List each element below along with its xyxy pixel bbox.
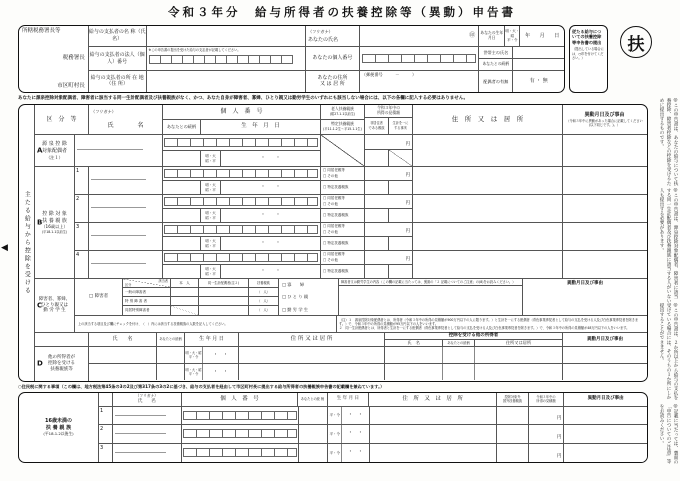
checkbox-elderly-cohabit[interactable]: □ 同居老親等 xyxy=(323,223,345,228)
householder-input[interactable] xyxy=(513,47,564,58)
dependent-nonresident-input[interactable] xyxy=(365,209,389,222)
disability-matrix xyxy=(123,279,279,315)
d-col-birth: 生 年 月 日 xyxy=(185,333,239,346)
u16-relation-input[interactable] xyxy=(299,444,329,462)
spouse-elderly-na xyxy=(321,135,365,166)
row-number: 2 xyxy=(75,195,89,222)
spouse-nonresident-input[interactable] xyxy=(365,150,389,166)
dependent-birth-input[interactable]: ・ ・ xyxy=(260,240,281,247)
u16-relation-input[interactable] xyxy=(299,407,329,424)
section-c-change-input[interactable] xyxy=(523,288,647,315)
checkbox-specified[interactable]: □ 特定扶養親族 xyxy=(323,213,349,218)
checkbox-single-parent[interactable]: □ ひ と り 親 xyxy=(282,294,309,300)
dependent-mynumber-boxes[interactable] xyxy=(164,253,318,262)
dependent-income-input[interactable]: 円 xyxy=(405,201,410,207)
payer-name-input[interactable] xyxy=(147,26,305,47)
u16-income-input[interactable]: 円 xyxy=(556,434,562,440)
dependent-birth-input[interactable]: ・ ・ xyxy=(260,184,281,191)
col-elderly-dependent: 老人扶養親族 xyxy=(331,106,354,112)
spouse-name-input[interactable] xyxy=(75,135,163,166)
matrix-cell-input[interactable] xyxy=(171,288,199,296)
u16-col-furigana: （フリガナ） xyxy=(135,392,159,398)
main-salary-vertical-label: 主たる給与から控除を受ける xyxy=(23,191,31,295)
dependent-era-selector[interactable]: 明・大 昭・平 xyxy=(201,265,221,278)
u16-income-input[interactable]: 円 xyxy=(556,454,562,460)
margin-note-3: ◎この申告書は、２か所以上から給与の支払を受けている場合には、そのうちの１か所にしか提出することができません。 xyxy=(659,303,678,401)
u16-name-input[interactable] xyxy=(113,425,182,442)
col-nonresident: 非居住者 である親族 xyxy=(365,118,389,134)
dependent-row xyxy=(75,167,647,195)
checkbox-elderly-other[interactable]: □ その他 xyxy=(323,174,338,179)
relation-label: あなたとの続柄 xyxy=(479,59,513,70)
section-a-row: A 源 泉 控 除 対象配偶者 （注１） 明・大 昭・平 ・ ・ 円 xyxy=(35,135,647,167)
your-addr-label-2: 又 は 居 所 xyxy=(319,81,345,88)
d-other-relation-input[interactable] xyxy=(443,364,475,380)
d-relation-input[interactable] xyxy=(157,364,185,380)
u16-relation-input[interactable] xyxy=(299,425,329,442)
col-address: 住 所 又 は 居 所 xyxy=(413,105,563,134)
dependent-change-input[interactable] xyxy=(563,223,646,250)
dependent-mynumber-boxes[interactable] xyxy=(164,197,318,206)
col-mynumber: 個 人 番 号 xyxy=(163,105,320,120)
d-other-address-input[interactable] xyxy=(475,347,562,363)
u16-mynumber-boxes[interactable] xyxy=(183,448,297,457)
under16-row xyxy=(99,444,647,462)
payer-number-label: 給与の支払者の法人（個人）番号 xyxy=(89,47,146,70)
u16-change-input[interactable] xyxy=(564,425,647,442)
u16-income-input[interactable]: 円 xyxy=(556,416,562,422)
section-c-block: C 障害者、寡婦、 ひとり親又は 勤 労 学 生 □ 障害者 区分 該当者 本 人 同一生計配偶者(注２) 扶養親族 一般の障害者 （ 人） 特 別 障 害 者 （ 人） 同居特別障害者 （ 人） □ 寡 婦 □ ひ と り 親 □ 勤 労 学 生 障害者又は勤労学生の内容（この欄の記載に当たっては、裏面の「２ 記載についてのご注意」の(8)をお読みください。） 異動月日及び事由 上の該当する項目及び欄にチェックを付け、（ ）内には該当する扶養親族の人数を記入してください。 （注）１ 源泉控除対象配偶者とは、所得者（令和３年中の所得の見積額が900万円以下の人に限ります。）と生計を一にする配偶者（青色事業専従者として給与の支払を受ける人及び白色事業専従者を除きます。）で、令和３年中の所得の見積額が95万円以下の人をいいます。 ２ 同一生計配偶者とは、所得者と生計を一にする配偶者（青色事業専従者として給与の支払を受ける人及び白色事業専従者を除きます。）で、令和３年中の所得の見積額が48万円以下の人をいいます。 xyxy=(35,279,647,333)
submit-to-municipality: 市区町村長 xyxy=(57,82,85,89)
u16-mynumber-boxes[interactable] xyxy=(183,429,297,438)
checkbox-elderly-other[interactable]: □ その他 xyxy=(323,202,338,207)
u16-birth-input[interactable]: ・ ・ xyxy=(347,411,363,418)
matrix-cell-count-input[interactable]: （ 人） xyxy=(257,289,270,294)
main-table-box xyxy=(18,104,648,382)
no-entry-notice: あなたに源泉控除対象配偶者、障害者に該当する同一生計配偶者及び扶養親族がなく、かつ、あなた自身が障害者、寡婦、ひとり親又は勤労学生のいずれにも該当しない場合には、以下の各欄に記入する必要はありません。 xyxy=(18,96,468,101)
col-change-date-reason: 異動月日及び事由 xyxy=(584,111,625,118)
matrix-cell-input[interactable] xyxy=(199,306,249,315)
section-a-label: 源 泉 控 除 xyxy=(42,141,67,148)
dependent-change-input[interactable] xyxy=(563,195,646,222)
section-d-label: 他の所得者が xyxy=(48,355,75,361)
row-number: 3 xyxy=(75,223,89,250)
row-number: 1 xyxy=(99,407,113,424)
dependent-income-input[interactable]: 円 xyxy=(405,173,410,179)
matrix-row-general: 一般の障害者 （ 人） xyxy=(123,288,278,297)
check-instruction-note: 上の該当する項目及び欄にチェックを付け、（ ）内には該当する扶養親族の人数を記入してください。 xyxy=(75,316,337,332)
birth-date-input[interactable]: 年 月 日 xyxy=(525,32,560,39)
dependent-relation-input[interactable] xyxy=(163,181,201,194)
u16-col-relation: あなたとの続 柄 xyxy=(298,393,328,406)
note-2: ２ 同一生計配偶者とは、所得者と生計を一にする配偶者（青色事業専従者として給与の支払を受ける人及び白色事業専従者を除きます。）で、令和３年中の所得の見積額が48万円以下の人をいいます。 xyxy=(339,326,630,331)
u16-era-selector[interactable]: 平・令 xyxy=(328,444,342,462)
dependent-birth-input[interactable]: ・ ・ xyxy=(260,268,281,275)
under16-row xyxy=(99,425,647,443)
spouse-relation-input[interactable] xyxy=(163,151,201,166)
spouse-mynumber-boxes[interactable] xyxy=(164,138,318,147)
arrow-marker-icon: ◀ xyxy=(1,243,8,253)
matrix-cell-count-input[interactable]: （ 人） xyxy=(257,298,270,303)
dependent-income-input[interactable]: 円 xyxy=(405,257,410,263)
your-mynumber-boxes[interactable] xyxy=(362,54,476,63)
row-number: 3 xyxy=(99,444,113,462)
d-era-selector[interactable]: 明・大・昭 平・令 xyxy=(185,364,203,380)
dependent-name-input[interactable] xyxy=(89,195,163,222)
u16-foreign-input[interactable] xyxy=(497,444,528,462)
under16-label: 16歳未満の xyxy=(45,418,72,425)
dependent-relation-input[interactable] xyxy=(163,209,201,222)
disability-detail-input[interactable] xyxy=(339,286,522,315)
u16-col-foreign: 控除対象外 国外扶養親族 xyxy=(497,393,529,406)
dependent-address-input[interactable] xyxy=(413,167,563,194)
u16-address-input[interactable] xyxy=(370,425,498,442)
other-earner-row xyxy=(89,347,647,364)
form-type-badge: 扶 xyxy=(620,26,652,58)
main-table-header: 区 分 等 （フリガナ） 氏 名 個 人 番 号 あなたとの続柄 生 年 月 日 老人扶養親族 (昭27.1.1以前生) 特定扶養親族 (平11.1.2生〜平15.1.1生) 令和３年中の 所得の見積額 非居住者 である親族 生計を一に する事実 住 所 又 は 居 所 異動月日及び事由 （令和３年中に異動があった場合に記載してください(以下同じです。)。） xyxy=(35,105,647,135)
row-number: 4 xyxy=(75,251,89,278)
col-kubun: 区 分 等 xyxy=(35,105,89,134)
col-furigana: （フリガナ） xyxy=(91,109,116,115)
spouse-change-input[interactable] xyxy=(563,135,646,166)
disability-detail-header: 障害者又は勤労学生の内容（この欄の記載に当たっては、裏面の「２ 記載についてのご注意」の(8)をお読みください。） xyxy=(339,279,522,286)
payer-addr-input[interactable] xyxy=(147,71,305,92)
u16-birth-input[interactable]: ・ ・ xyxy=(347,430,363,437)
dependent-nonresident-input[interactable] xyxy=(365,181,389,194)
dependent-change-input[interactable] xyxy=(563,167,646,194)
under16-row xyxy=(99,407,647,425)
under16-box: 16歳未満の 扶 養 親 族 (平18.1.2以後生) （フリガナ） 氏 名 個 人 番 号 あなたとの続 柄 生 年 月 日 住 所 又 は 居 所 控除対象外 国外扶養親族 令和３年中の 所得の見積額 異動月日及び事由 1 平・令 ・ ・ 円 2 平・令 ・ ・ 円 3 平・令 ・ ・ 円 xyxy=(18,392,648,463)
col-specified-dependent: 特定扶養親族 xyxy=(331,121,354,127)
section-b-letter: B xyxy=(37,217,43,226)
dependent-row xyxy=(75,251,647,278)
margin-note-2: ◎この申告書は、源泉控除対象配偶者、障害者に該当する同一生計配偶者及び扶養親族に該当する人がいない人も提出する必要があります。 xyxy=(659,187,678,303)
checkbox-elderly-other[interactable]: □ その他 xyxy=(323,258,338,263)
d-birth-input[interactable]: ・ ・ xyxy=(212,368,228,375)
d-change-input[interactable] xyxy=(563,364,647,380)
spouse-label: 配偶者の有無 xyxy=(479,71,513,92)
note-1: （注）１ 源泉控除対象配偶者とは、所得者（令和３年中の所得の見積額が900万円以下の人に限ります。）と生計を一にする配偶者（青色事業専従者として給与の支払を受ける人及び白色事業専従者を除きます。）で、令和３年中の所得の見積額が95万円以下の人をいいます。 xyxy=(339,317,639,326)
d-col-other-address: 住所又は居所 xyxy=(505,340,532,346)
page-title: 令和３年分 給与所得者の扶養控除等（異動）申告書 xyxy=(168,5,516,19)
right-margin-notes xyxy=(651,98,679,468)
secondary-salary-box xyxy=(569,25,608,93)
u16-change-input[interactable] xyxy=(564,444,647,462)
d-relation-input[interactable] xyxy=(157,347,185,363)
d-change-input[interactable] xyxy=(563,347,647,363)
u16-col-change: 異動月日及び事由 xyxy=(587,396,624,402)
u16-name-input[interactable] xyxy=(113,407,182,424)
other-earner-row xyxy=(89,364,647,380)
payer-name-label: 給与の支払者の名 称（氏 名） xyxy=(89,26,146,47)
matrix-col-dependents: 扶養親族 xyxy=(257,280,270,285)
checkbox-specified[interactable]: □ 特定扶養親族 xyxy=(323,241,349,246)
d-address-input[interactable] xyxy=(239,347,385,363)
u16-name-input[interactable] xyxy=(113,444,182,462)
u16-era-selector[interactable]: 平・令 xyxy=(328,407,342,424)
col-relation: あなたとの続柄 xyxy=(163,120,201,134)
u16-col-birth: 生 年 月 日 xyxy=(328,393,369,406)
dependent-mynumber-boxes[interactable] xyxy=(164,169,318,178)
dependent-birth-input[interactable]: ・ ・ xyxy=(260,212,281,219)
d-col-change: 異動月日及び事由 xyxy=(587,336,623,342)
checkbox-elderly-cohabit[interactable]: □ 同居老親等 xyxy=(323,167,345,172)
your-addr-label-1: あなたの住所 xyxy=(317,74,348,81)
u16-col-address: 住 所 又 は 居 所 xyxy=(369,393,497,406)
dependent-livelihood-input[interactable] xyxy=(389,181,412,194)
your-name-input[interactable] xyxy=(360,26,479,47)
u16-era-selector[interactable]: 平・令 xyxy=(328,425,342,442)
birth-era-selector[interactable]: 明・大・昭 平・令 xyxy=(505,26,520,46)
resident-tax-heading: ○住民税に関する事項（この欄は、地方税法第45条の3の2及び第317条の3の2に基づき、給与の支払者を経由して市区町村長に提出する給与所得者の扶養親族申告書の記載欄を兼ねています。） xyxy=(18,384,385,389)
dependent-livelihood-input[interactable] xyxy=(389,265,412,278)
secondary-salary-note[interactable]: （提出している場合には、○印を付けてください。） xyxy=(572,47,604,60)
spouse-income-input[interactable]: 円 xyxy=(405,142,410,148)
margin-note-4: ◎記載に当たっては、裏面の「申告についてのご注意」等をお読みください。 xyxy=(659,403,678,465)
checkbox-elderly-cohabit[interactable]: □ 同居老親等 xyxy=(323,251,345,256)
u16-col-income: 令和３年中の 所得の見積額 xyxy=(529,393,564,406)
u16-col-name: 氏 名 xyxy=(137,398,156,404)
header-box xyxy=(18,25,565,93)
col-birth: 生 年 月 日 xyxy=(241,123,280,130)
d-birth-input[interactable]: ・ ・ xyxy=(212,351,228,358)
section-c-letter: C xyxy=(37,300,43,309)
checkbox-elderly-other[interactable]: □ その他 xyxy=(323,230,338,235)
dependent-address-input[interactable] xyxy=(413,223,563,250)
dependent-era-selector[interactable]: 明・大 昭・平 xyxy=(201,237,221,250)
checkbox-elderly-cohabit[interactable]: □ 同居老親等 xyxy=(323,195,345,200)
checkbox-specified[interactable]: □ 特定扶養親族 xyxy=(323,185,349,190)
section-d-letter: D xyxy=(37,359,43,368)
householder-label: 世帯主の氏名 xyxy=(479,47,513,58)
col-estimated-income: 令和３年中の xyxy=(377,104,400,110)
u16-mynumber-boxes[interactable] xyxy=(183,411,297,420)
d-other-relation-input[interactable] xyxy=(443,347,475,363)
dependent-era-selector[interactable]: 明・大 昭・平 xyxy=(201,181,221,194)
dependent-relation-input[interactable] xyxy=(163,237,201,250)
checkbox-specified[interactable]: □ 特定扶養親族 xyxy=(323,269,349,274)
d-other-address-input[interactable] xyxy=(475,364,562,380)
dependent-row xyxy=(75,195,647,223)
col-same-livelihood: 生計を一に する事実 xyxy=(392,121,409,130)
dependent-relation-input[interactable] xyxy=(163,265,201,278)
matrix-cell-na xyxy=(171,306,199,315)
seal-mark: ㊞ xyxy=(469,32,476,40)
u16-change-input[interactable] xyxy=(564,407,647,424)
dependent-era-selector[interactable]: 明・大 昭・平 xyxy=(201,209,221,222)
section-d-block: 氏 名 あなたとの続柄 生 年 月 日 住 所 又 は 居 所 控除を受ける他の所得者 氏 名 あなたとの続柄 住所又は居所 異動月日及び事由 D 他の所得者が 控除を受ける 扶養親族等 明・大・昭 平・令 ・ ・ 明・大・昭 平・令 ・ ・ xyxy=(35,333,647,381)
d-col-name: 氏 名 xyxy=(89,333,157,346)
matrix-cell-count-input[interactable]: （ 人） xyxy=(257,308,270,313)
dependent-name-input[interactable] xyxy=(89,223,163,250)
birth-label: あなたの生年月日 xyxy=(479,26,505,46)
dependent-nonresident-input[interactable] xyxy=(365,237,389,250)
margin-note-1: ◎この申告書は、あなたの給与について扶養控除、障害者控除などの控除を受けるために提出するものです。 xyxy=(659,98,678,186)
d-name-input[interactable] xyxy=(89,347,157,363)
matrix-row-special: 特 別 障 害 者 （ 人） xyxy=(123,297,278,306)
checkbox-working-student[interactable]: □ 勤 労 学 生 xyxy=(282,306,309,312)
payer-number-note: ※この申告書の提出を受けた給与の支払者が記載してください。 xyxy=(148,48,241,53)
dependent-income-input[interactable]: 円 xyxy=(405,229,410,235)
matrix-cell-input[interactable] xyxy=(199,297,249,305)
d-era-selector[interactable]: 明・大・昭 平・令 xyxy=(185,347,203,363)
section-c-label: 障害者、寡婦、 xyxy=(38,296,71,302)
dependent-address-input[interactable] xyxy=(413,251,563,278)
d-col-address: 住 所 又 は 居 所 xyxy=(239,333,385,346)
your-number-label: あなたの個人番号 xyxy=(306,47,359,70)
spouse-yes-no-selector[interactable]: 有 ・ 無 xyxy=(529,78,548,85)
u16-address-input[interactable] xyxy=(370,407,498,424)
dependent-row xyxy=(75,223,647,251)
matrix-row-cohabit-special: 同居特別障害者 （ 人） xyxy=(123,306,278,315)
matrix-col-spouse: 同一生計配偶者(注２) xyxy=(199,279,249,287)
row-number: 2 xyxy=(99,425,113,442)
relation-input[interactable] xyxy=(513,59,564,70)
spouse-address-input[interactable] xyxy=(413,135,563,166)
col-name: 氏 名 xyxy=(107,121,144,129)
section-c-change-header: 異動月日及び事由 xyxy=(567,280,603,286)
d-address-input[interactable] xyxy=(239,364,385,380)
postal-code-label: （郵便番号 － ） xyxy=(361,71,417,77)
row-number: 1 xyxy=(75,167,89,194)
d-col-other-name: 氏 名 xyxy=(385,340,443,346)
section-d-header xyxy=(35,333,647,347)
d-col-other-relation: あなたとの続柄 xyxy=(443,340,475,346)
d-col-other-earner: 控除を受ける他の所得者 xyxy=(385,333,562,340)
d-col-relation: あなたとの続柄 xyxy=(157,333,185,346)
dependent-livelihood-input[interactable] xyxy=(389,237,412,250)
dependent-name-input[interactable] xyxy=(89,167,163,194)
dependent-name-input[interactable] xyxy=(89,251,163,278)
u16-col-mynumber: 個 人 番 号 xyxy=(182,393,298,406)
your-addr-input[interactable] xyxy=(360,71,479,92)
matrix-col-self: 本 人 xyxy=(171,279,199,287)
furigana-label: （フリガナ） xyxy=(307,28,333,34)
payer-addr-label: 給与の支払者の所 在 地（住 所） xyxy=(90,74,144,88)
dependent-livelihood-input[interactable] xyxy=(389,209,412,222)
section-b-label: 控 除 対 象 xyxy=(42,210,67,217)
spouse-birth-input[interactable]: ・ ・ xyxy=(260,155,281,162)
payer-corporate-number-boxes[interactable] xyxy=(149,55,293,64)
checkbox-disabled-person[interactable]: □ 障害者 xyxy=(75,279,123,315)
d-name-input[interactable] xyxy=(89,364,157,380)
d-other-name-input[interactable] xyxy=(385,347,443,363)
your-name-label: あなたの氏名 xyxy=(307,37,338,44)
matrix-cell-input[interactable] xyxy=(171,297,199,305)
dependent-mynumber-boxes[interactable] xyxy=(164,225,318,234)
section-b-block: B 控 除 対 象 扶 養 親 族 （16歳以上） (平18.1.1以前生) 1 明・大 昭・平 ・ ・ □ 同居老親等 □ その他 □ 特定扶養親族 円 2 明・大 昭・平 ・ ・ □ 同居老親等 □ その他 □ 特定扶養親族 円 3 明・大 昭・平 ・ ・ □ 同居老親等 □ その他 □ 特定扶養親族 円 4 明・大 昭・平 ・ ・ □ 同居老親等 □ その他 □ 特定扶養親族 円 xyxy=(35,167,647,279)
matrix-cell-input[interactable] xyxy=(199,288,249,296)
section-a-letter: A xyxy=(37,145,43,154)
u16-foreign-input[interactable] xyxy=(497,407,528,424)
u16-address-input[interactable] xyxy=(370,444,498,462)
secondary-salary-title: 従たる給与についての扶養控除等申告書の提出 xyxy=(572,29,602,45)
dependent-change-input[interactable] xyxy=(563,251,646,278)
checkbox-widow[interactable]: □ 寡 婦 xyxy=(282,282,305,288)
matrix-corner: 区分 該当者 xyxy=(123,279,171,287)
spouse-era-selector[interactable]: 明・大 昭・平 xyxy=(201,151,221,166)
u16-birth-input[interactable]: ・ ・ xyxy=(347,449,363,456)
dependent-nonresident-input[interactable] xyxy=(365,265,389,278)
under16-header xyxy=(99,393,647,407)
submit-to-tax-office-etc: 所轄税務署長等 xyxy=(22,28,61,34)
u16-foreign-input[interactable] xyxy=(497,425,528,442)
dependent-address-input[interactable] xyxy=(413,195,563,222)
d-other-name-input[interactable] xyxy=(385,364,443,380)
submit-to-tax-office: 税務署長 xyxy=(62,55,85,62)
spouse-livelihood-na xyxy=(389,150,412,166)
